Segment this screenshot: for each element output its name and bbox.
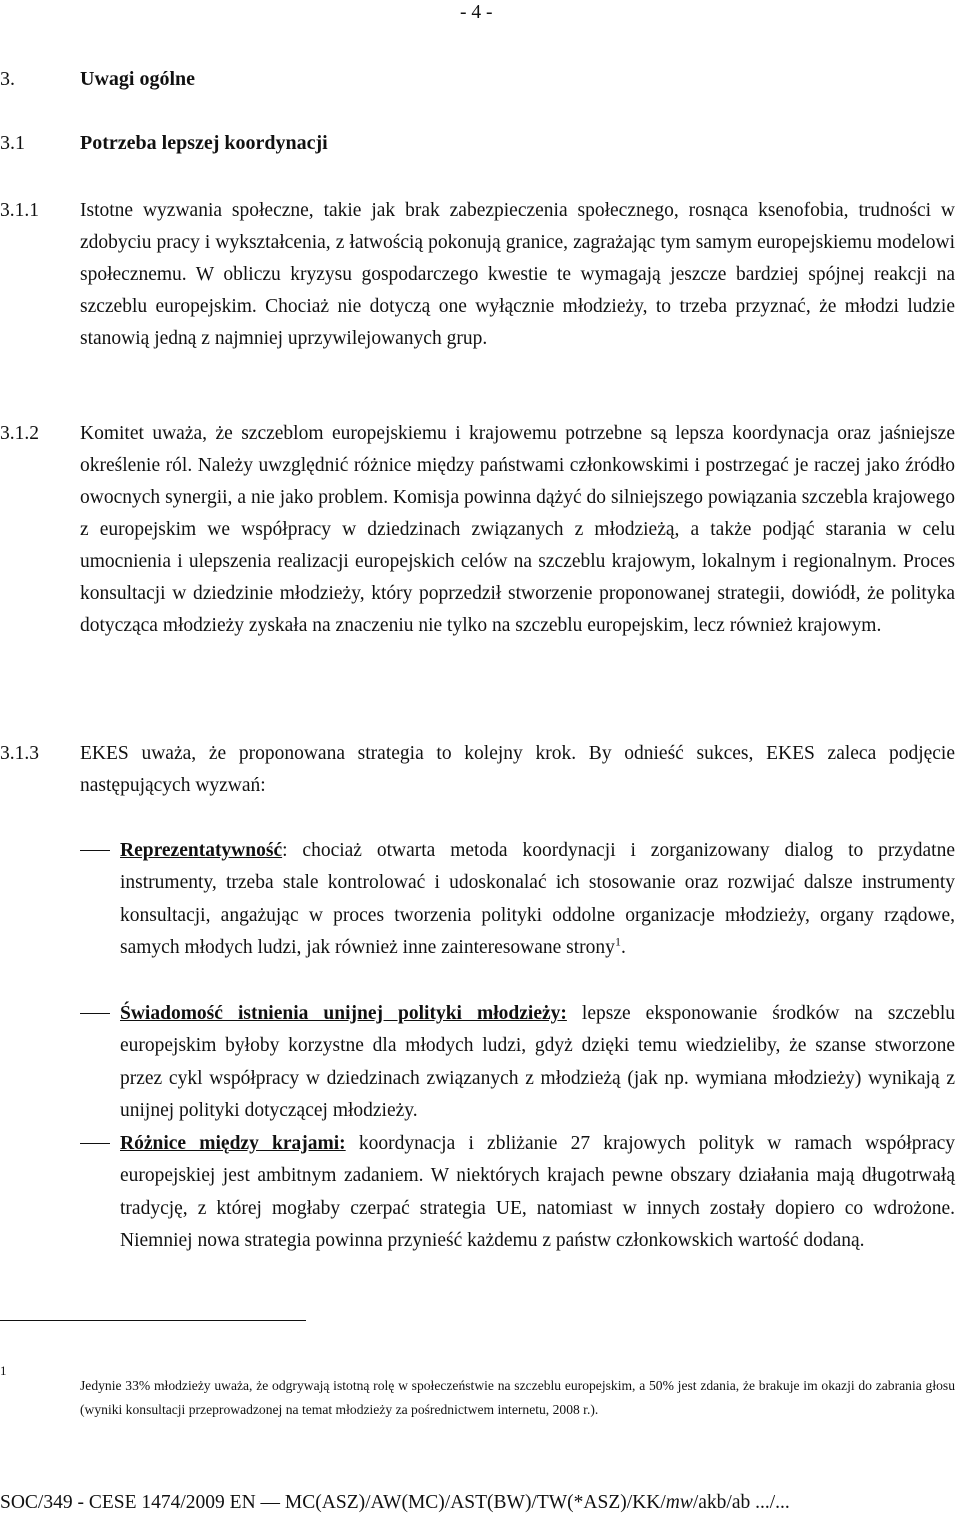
section-number: 3. — [0, 68, 15, 90]
bullet-awareness — [80, 998, 955, 1127]
page-number: - 4 - — [460, 2, 493, 23]
paragraph-text: Istotne wyzwania społeczne, takie jak brak zabezpieczenia społecznego, rosnąca ksenofobia, trudności w zdobyciu pracy i wykształcenia, z łatwością pokonują granice, zagrażając tym samym europejskiemu modelowi społecznemu. W obliczu kryzysu gospodarczego kwestie te wymagają jeszcze bardziej spójnej reakcji na szczeblu europejskim. Chociaż nie dotyczą one wyłącznie młodzieży, to trzeba przyznać, że młodzi ludzie stanowią jedną z najmniej uprzywilejowanych grup. — [80, 200, 955, 349]
paragraph-text: EKES uważa, że proponowana strategia to kolejny krok. By odnieść sukces, EKES zaleca podjęcie następujących wyzwań: — [80, 743, 955, 796]
paragraph-number: 3.1.2 — [0, 423, 39, 444]
bullet-representativeness — [80, 835, 955, 964]
paragraph-number: 3.1.3 — [0, 743, 39, 764]
paragraph-text: Komitet uważa, że szczeblom europejskiemu i krajowemu potrzebne są lepsza koordynacja oraz jaśniejsze określenie ról. Należy uwzględnić różnice między państwami członkowskimi i postrzegać je raczej jako źródło owocnych synergii, a nie jako problem. Komisja powinna dążyć do silniejszego powiązania szczebla krajowego z europejskim we współpracy w dziedzinach związanych z młodzieżą, a także podjąć starania w celu umocnienia i ulepszenia realizacji europejskich celów na szczeblu krajowym, lokalnym i regionalnym. Proces konsultacji w dziedzinie młodzieży, który poprzedził stworzenie proponowanej strategii, dowiódł, że polityka dotycząca młodzieży zyskała na znaczeniu nie tylko na szczeblu europejskim, lecz również krajowym. — [80, 423, 955, 636]
bullet-differences — [80, 1128, 955, 1257]
bullet-title: Różnice między krajami: — [120, 1133, 346, 1154]
bullet-text: chociaż otwarta metoda koordynacji i zorganizowany dialog to przydatne instrumenty, trzeba stale kontrolować i udoskonalać ich stosowanie oraz rozwijać dalsze instrumenty konsultacji, angażując w proces tworzenia polityki oddolne organizacje młodzieży, organy rządowe, samych młodych ludzi, jak również inne zainteresowane strony — [120, 840, 955, 958]
bullet-title: Świadomość istnienia unijnej polityki młodzieży: — [120, 1003, 567, 1024]
section-heading — [0, 68, 195, 91]
paragraph-number: 3.1.1 — [0, 200, 39, 221]
dash-bullet-icon — [80, 850, 110, 851]
bullet-separator: : — [282, 840, 288, 861]
dash-bullet-icon — [80, 1013, 110, 1014]
subsection-heading — [0, 132, 328, 155]
paragraph-3-1-2 — [0, 418, 955, 642]
bullet-text: lepsze eksponowanie środków na szczeblu europejskim byłoby korzystne dla młodych ludzi, gdyż dzięki temu wiedzieliby, że szanse stworzone przez cykl współpracy w dziedzinach związanych z młodzieżą (jak np. wymiana młodzieży) wynikają z unijnej polityki dotyczącej młodzieży. — [120, 1003, 955, 1121]
bullet-title: Reprezentatywność — [120, 840, 283, 861]
footer-reference: SOC/349 - CESE 1474/2009 EN — MC(ASZ)/AW(MC)/AST(BW)/TW(*ASZ)/KK/ — [0, 1492, 666, 1513]
footnote-number: 1 — [0, 1363, 7, 1378]
footnote-ref[interactable]: 1 — [614, 934, 621, 949]
footnote-text: Jedynie 33% młodzieży uważa, że odgrywają istotną rolę w społeczeństwie na szczeblu europejskim, a 50% jest zdania, że brakuje im okazji do zabrania głosu (wyniki konsultacji przeprowadzonej na temat młodzieży za pośrednictwem internetu, 2008 r.). — [80, 1378, 955, 1417]
bullet-text: koordynacja i zbliżanie 27 krajowych polityk w ramach współpracy europejskiej jest ambitnym zadaniem. W niektórych krajach pewne obszary działania mają długotrwałą tradycję, z której mogłaby czerpać strategia UE, natomiast w innych zostały dopiero co wdrożone. Niemniej nowa strategia powinna przynieść każdemu z państw członkowskich wartość dodaną. — [120, 1133, 955, 1251]
subsection-title: Potrzeba lepszej koordynacji — [80, 132, 328, 154]
footer-continuation: /akb/ab .../... — [692, 1492, 790, 1513]
document-footer — [0, 1492, 960, 1514]
subsection-number: 3.1 — [0, 132, 25, 154]
paragraph-3-1-3 — [0, 738, 955, 802]
footnote-separator — [0, 1320, 306, 1321]
section-title: Uwagi ogólne — [80, 68, 195, 90]
dash-bullet-icon — [80, 1143, 110, 1144]
paragraph-3-1-1 — [0, 195, 955, 355]
bullet-end: . — [620, 936, 626, 958]
footer-initials: mw — [665, 1492, 693, 1513]
